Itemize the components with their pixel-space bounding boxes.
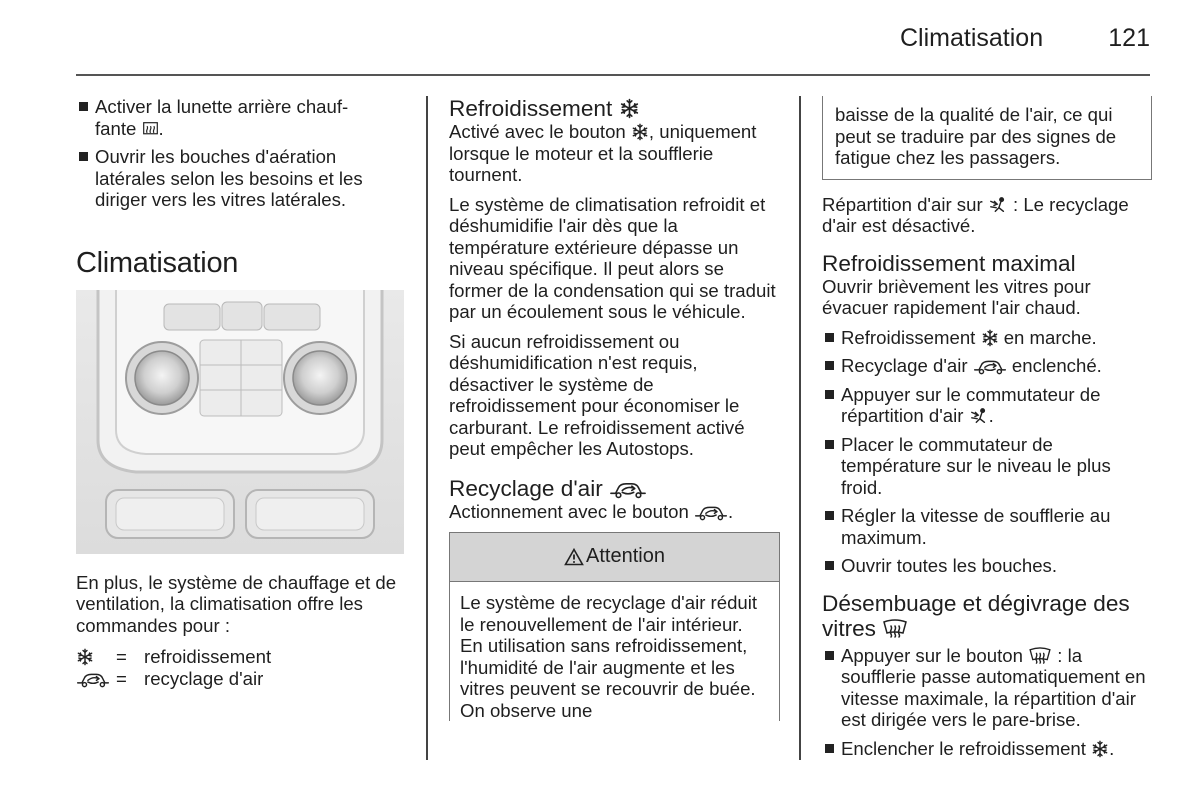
heading-text: Recyclage d'air — [449, 475, 603, 501]
air-distribution-icon — [988, 196, 1008, 214]
attention-box-continued: baisse de la qualité de l'air, ce qui peut se traduire par des signes de fatigue chez les passagers. — [822, 96, 1152, 180]
text: Appuyer sur le commutateur de répartition d'air — [841, 383, 1101, 426]
attention-text: Le système de recyclage d'air réduit le renouvellement de l'air intérieur. En utilisation sans refroidissement, l'humidité de l'air augmente et les vitres peuvent se recouvrir de buée. On observe une — [460, 592, 758, 721]
column-divider — [799, 96, 801, 760]
list-item: Enclencher le refroidissement . — [822, 738, 1152, 760]
list-item: Ouvrir toutes les bouches. — [822, 555, 1152, 577]
snowflake-icon — [619, 98, 640, 119]
text: Recyclage d'air — [841, 355, 968, 376]
list-item: Régler la vitesse de soufflerie au maximum. — [822, 505, 1152, 548]
paragraph: En plus, le système de chauffage et de ventilation, la climatisation offre les commandes pour : — [76, 571, 397, 636]
paragraph: Si aucun refroidissement ou déshumidification n'est requis, désactiver le système de refroidissement pour économiser le carburant. Le refroidissement activé peut empêcher les Autostops. — [449, 330, 745, 459]
snowflake-icon — [1091, 740, 1109, 758]
column-left — [76, 96, 406, 690]
air-recirculation-icon — [973, 358, 1007, 375]
legend-row — [76, 646, 406, 668]
paragraph: Ouvrir brièvement les vitres pour évacuer rapidement l'air chaud. — [822, 275, 1091, 318]
warning-triangle-icon — [564, 548, 584, 566]
column-right — [822, 96, 1152, 766]
legend-equals: = — [116, 646, 127, 668]
text: en marche. — [1003, 326, 1097, 348]
attention-box — [449, 532, 780, 721]
legend-label: recyclage d'air — [144, 668, 264, 690]
column-middle — [449, 96, 780, 721]
header-rule — [76, 74, 1150, 76]
text: : la soufflerie passe automatiquement en vitesse maximale, la répartition d'air est dirigée vers le pare-brise. — [841, 644, 1146, 730]
text: Enclencher le refroidissement — [841, 737, 1086, 759]
list-item — [822, 327, 1152, 349]
attention-header — [450, 533, 779, 582]
text: Appuyer sur le bouton — [841, 644, 1023, 666]
air-recirculation-icon — [694, 504, 728, 521]
text: Répartition d'air sur — [822, 193, 983, 215]
snowflake-icon — [631, 123, 649, 141]
page-number: 121 — [1108, 24, 1150, 52]
heading-text: Refroidissement — [449, 96, 613, 121]
windshield-defrost-icon — [882, 619, 908, 639]
climate-control-panel-illustration — [76, 290, 404, 554]
attention-title: Attention — [586, 545, 665, 568]
legend-equals: = — [116, 668, 127, 690]
subsection-heading — [822, 591, 1152, 641]
text: : Le recyclage d'air est désactivé. — [822, 193, 1129, 236]
section-heading: Climatisation — [76, 246, 239, 279]
subsection-heading — [449, 96, 780, 121]
paragraph — [449, 121, 780, 186]
bullet-text: Activer la lunette arrière chauf- fante — [95, 96, 349, 139]
list-item — [822, 645, 1152, 731]
text: Actionnement avec le bouton — [449, 500, 689, 522]
symbol-legend — [76, 646, 406, 690]
subsection-heading: Refroidissement maximal — [822, 250, 1076, 276]
text: , uniquement lorsque le moteur et la soufflerie tournent. — [449, 121, 757, 185]
paragraph — [822, 194, 1152, 237]
text: enclenché. — [1011, 355, 1102, 376]
running-header-title: Climatisation — [900, 24, 1044, 52]
air-recirculation-icon — [609, 480, 647, 499]
legend-label: refroidissement — [144, 646, 272, 668]
paragraph: Actionnement avec le bouton . — [449, 500, 734, 522]
list-item — [822, 355, 1152, 377]
snowflake-icon — [76, 648, 94, 666]
text: Activé avec le bouton — [449, 121, 626, 142]
air-recirculation-icon — [76, 671, 110, 688]
list-item: Activer la lunette arrière chauf- fante . — [76, 96, 406, 139]
paragraph: Le système de climatisation refroidit et déshumidifie l'air dès que la température extérieure dépasse un niveau spécifique. Il peut alors se former de la condensation qui se traduit par un écoulement sous le véhicule. — [449, 193, 776, 322]
snowflake-icon — [981, 329, 999, 347]
subsection-heading — [449, 476, 780, 501]
legend-row — [76, 668, 406, 690]
heading-text: Désembuage et dégivrage des vitres — [822, 590, 1130, 641]
column-divider — [426, 96, 428, 760]
windshield-defrost-icon — [1028, 647, 1052, 665]
text: Refroidissement — [841, 326, 976, 348]
list-item: Appuyer sur le commutateur de répartition d'air . — [822, 384, 1152, 427]
list-item: Placer le commutateur de température sur le niveau le plus froid. — [822, 434, 1152, 499]
list-item: Ouvrir les bouches d'aération latérales selon les besoins et les diriger vers les vitres latérales. — [76, 146, 406, 211]
air-distribution-icon — [969, 407, 989, 425]
rear-window-heating-icon — [142, 121, 159, 138]
